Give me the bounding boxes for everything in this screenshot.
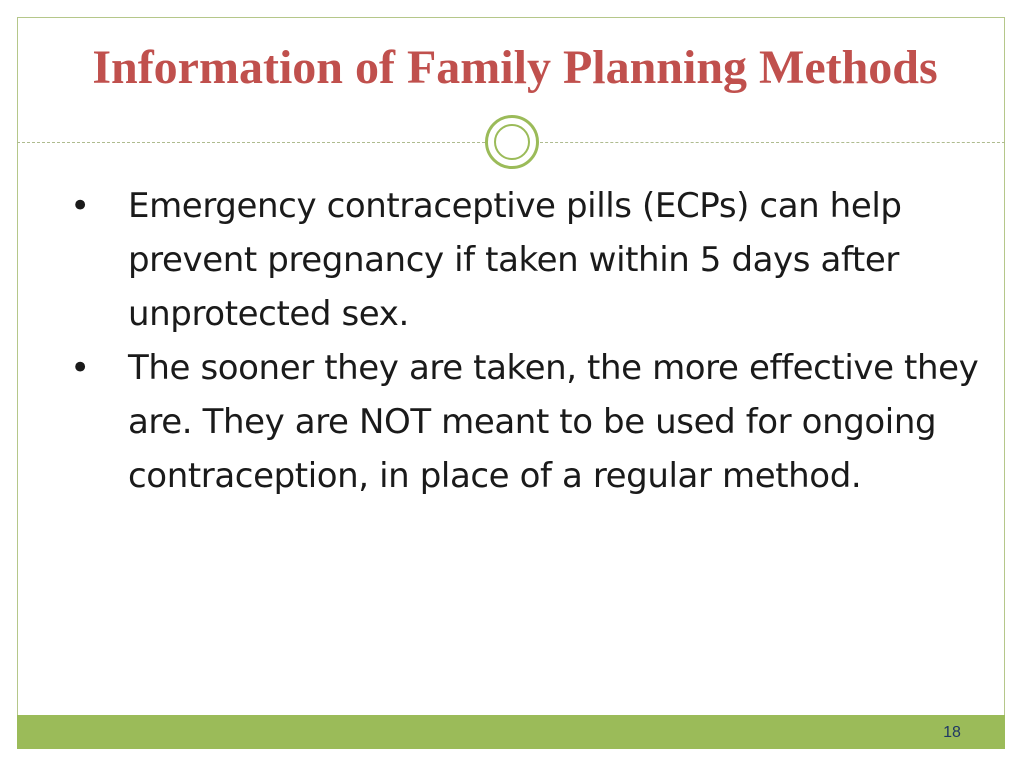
bullet-marker: • <box>70 348 90 388</box>
divider-ring-inner <box>494 124 530 160</box>
bullet-text: The sooner they are taken, the more effective they are. They are NOT meant to be used for ongoing contraception, in place of a regular method. <box>128 348 979 496</box>
divider-ring-icon <box>485 115 539 169</box>
title-divider-right <box>540 142 1005 143</box>
bullet-text: Emergency contraceptive pills (ECPs) can help prevent pregnancy if taken within 5 days after unprotected sex. <box>128 186 902 334</box>
footer-bar <box>17 715 1005 749</box>
bullet-list <box>70 179 988 503</box>
bullet-item <box>70 179 988 341</box>
bullet-marker: • <box>70 186 90 226</box>
title-divider-left <box>17 142 485 143</box>
slide-title: Information of Family Planning Methods <box>92 41 938 94</box>
bullet-item <box>70 341 988 503</box>
page-number: 18 <box>943 724 961 741</box>
